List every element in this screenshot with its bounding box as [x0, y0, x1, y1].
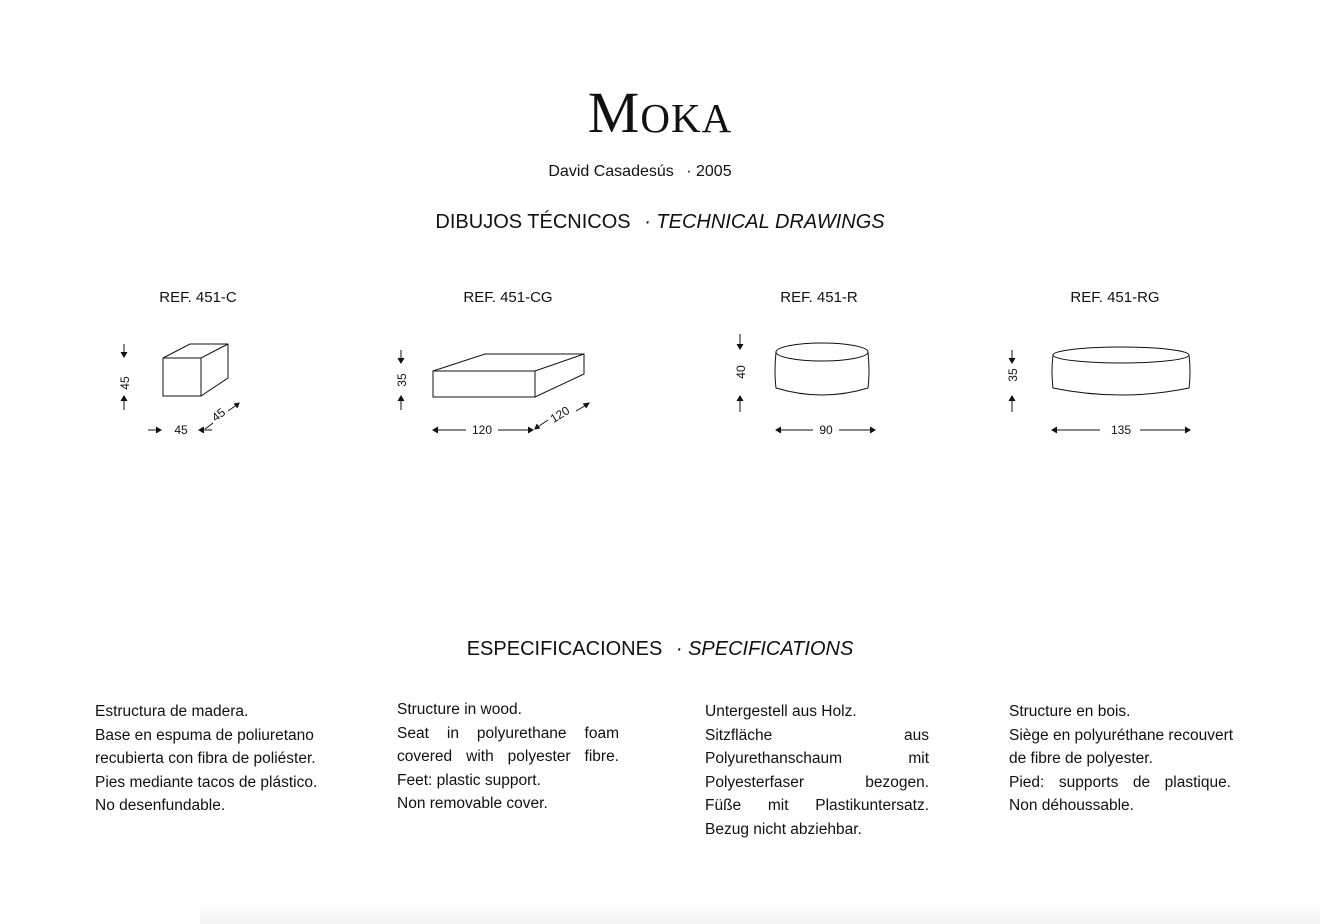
spec-line: Non removable cover.: [397, 795, 548, 812]
design-year: · 2005: [686, 163, 732, 180]
spec-line: Estructura de madera.: [95, 703, 249, 720]
spec-line: Polyurethanschaum mit: [705, 750, 929, 767]
depth-label: 45: [208, 405, 229, 425]
drawing-451-rg: [1000, 330, 1210, 450]
depth-label: 120: [547, 403, 573, 426]
ref-label-451-rg: REF. 451-RG: [1070, 289, 1160, 306]
drawings-heading-es: DIBUJOS TÉCNICOS: [435, 211, 631, 233]
height-label: 35: [1006, 368, 1020, 382]
drawings-heading-en: · TECHNICAL DRAWINGS: [644, 211, 885, 233]
spec-line: Base en espuma de poliuretano: [95, 726, 314, 744]
spec-line: Untergestell aus Holz.: [705, 703, 857, 720]
spec-line: Siège en polyuréthane recouvert: [1009, 726, 1234, 744]
specs-german: [705, 700, 929, 841]
specs-heading: [0, 638, 1320, 661]
diameter-label: 90: [819, 423, 833, 437]
drawing-451-c: [100, 330, 260, 450]
spec-line: Seat in polyurethane foam: [397, 724, 619, 742]
spec-line: Polyesterfaser bezogen.: [705, 773, 929, 791]
height-label: 40: [734, 365, 748, 379]
ref-label-451-r: REF. 451-R: [780, 289, 858, 306]
page-title: Moka: [587, 80, 733, 145]
spec-line: recubierta con fibra de poliéster.: [95, 750, 316, 767]
designer-name: David Casadesús: [548, 163, 674, 180]
drawings-heading: [0, 211, 1320, 234]
spec-line: Pies mediante tacos de plástico.: [95, 773, 318, 791]
specs-english: [397, 698, 619, 816]
spec-line: No desenfundable.: [95, 797, 226, 814]
cylinder-shape: [775, 343, 869, 395]
spec-line: Structure en bois.: [1009, 703, 1131, 720]
specs-spanish: [95, 700, 325, 818]
flat-cylinder-shape: [1052, 347, 1190, 395]
specs-heading-en: · SPECIFICATIONS: [675, 638, 854, 660]
spec-line: de fibre de polyester.: [1009, 750, 1153, 767]
width-label: 45: [174, 423, 188, 437]
spec-line: Bezug nicht abziehbar.: [705, 820, 862, 838]
spec-line: covered with polyester fibre.: [397, 748, 619, 765]
height-label: 35: [395, 373, 409, 387]
diameter-label: 135: [1110, 423, 1132, 437]
flat-cube-shape: [433, 354, 584, 397]
spec-line: Sitzfläche aus: [705, 726, 929, 744]
designer-credit: [0, 163, 1280, 181]
specs-heading-es: ESPECIFICACIONES: [466, 638, 663, 660]
spec-line: Non déhoussable.: [1009, 797, 1134, 814]
cube-shape: [163, 344, 228, 396]
ref-label-451-cg: REF. 451-CG: [463, 289, 553, 306]
spec-line: Füße mit Plastikuntersatz.: [705, 797, 929, 814]
spec-line: Structure in wood.: [397, 701, 522, 718]
specs-french: [1009, 700, 1234, 818]
width-label: 120: [471, 423, 493, 437]
bottom-shadow: [200, 905, 1320, 924]
drawing-451-cg: [390, 330, 610, 450]
ref-label-451-c: REF. 451-C: [159, 289, 237, 306]
drawing-451-r: [725, 330, 895, 450]
spec-line: Feet: plastic support.: [397, 771, 541, 789]
height-label: 45: [118, 376, 132, 390]
spec-line: Pied: supports de plastique.: [1009, 773, 1231, 791]
